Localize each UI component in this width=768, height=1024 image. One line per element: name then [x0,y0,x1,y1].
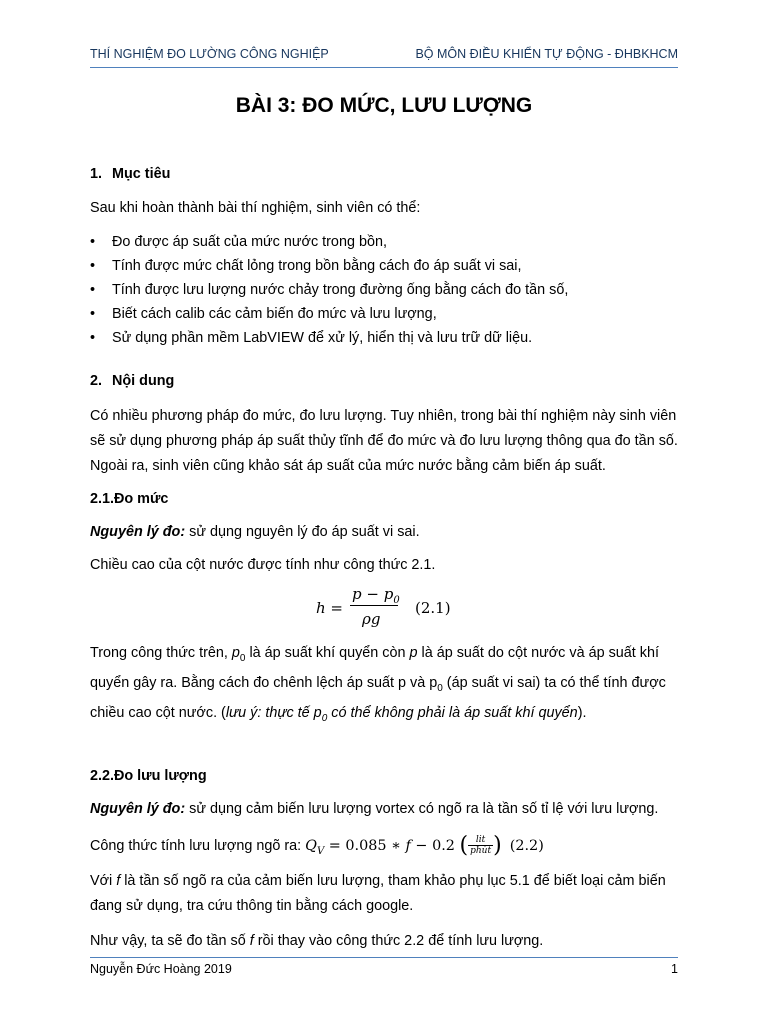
page-number: 1 [671,962,678,976]
section-1-title: Mục tiêu [112,166,171,182]
page-header [90,47,678,67]
section-2-2-paragraph-2 [90,929,682,953]
fraction-denominator: ρg [362,610,381,628]
section-1-number: 1. [90,166,103,182]
symbol-p: p [409,645,418,661]
section-1-intro: Sau khi hoàn thành bài thí nghiệm, sinh viên có thể: [90,200,421,216]
fraction-bar [350,605,398,606]
symbol-f: f [405,837,411,854]
footer-author: Nguyễn Đức Hoàng 2019 [90,962,232,976]
equation-middle: = 0.085 ∗ [324,837,406,854]
principle-text: sử dụng nguyên lý đo áp suất vi sai. [185,524,420,540]
subscript: 0 [321,712,328,724]
text-run: Với [90,872,117,889]
formula-prefix: Công thức tính lưu lượng ngõ ra: [90,837,306,854]
symbol-p: p [231,645,240,661]
principle-label: Nguyên lý đo: [90,800,186,817]
equation-2-1 [90,581,682,631]
section-2-heading [90,369,682,393]
symbol-f: f [249,932,254,949]
header-right: BỘ MÔN ĐIỀU KHIỂN TỰ ĐỘNG - ĐHBKHCM [415,47,678,61]
equation-tail: − 0.2 [410,837,460,854]
document-body [90,160,682,953]
text-run: Như vậy, ta sẽ đo tần số [90,932,250,949]
text-run: ). [577,704,587,721]
footer-rule [90,957,678,958]
paren-close: ) [493,832,502,858]
symbol-f: f [116,872,121,889]
section-2-1-explanation [90,641,682,731]
text-run: (áp suất vi sai) ta có thể tính được chiều cao cột nước. ( [90,674,666,721]
numerator-subscript: 0 [393,595,400,606]
equation-lhs: h = [316,599,343,617]
subscript: V [316,845,325,857]
text-run: là áp suất do cột nước và áp suất khí quyển gây ra. Bằng cách đo chênh lệch áp suất p và p [90,645,659,691]
note-italic: có thể không phải là áp suất khí quyển [327,704,578,721]
objective-item: • Đo được áp suất của mức nước trong bồn, [90,230,682,254]
objective-item: • Sử dụng phần mềm LabVIEW để xử lý, hiển thị và lưu trữ dữ liệu. [90,326,682,350]
principle-label: Nguyên lý đo: [90,524,186,540]
symbol-q: Q [305,837,317,854]
unit-numerator: lit [468,835,493,846]
numerator-text: p − p [352,585,394,603]
subscript: 0 [437,682,443,694]
text-run: rồi thay vào công thức 2.2 để tính lưu lượng. [253,932,544,949]
header-left: THÍ NGHIỆM ĐO LƯỜNG CÔNG NGHIỆP [90,47,329,61]
section-2-2-heading: 2.2.Đo lưu lượng [90,767,207,784]
equation-number: (2.2) [509,837,544,854]
objective-item: • Tính được mức chất lỏng trong bồn bằng cách đo áp suất vi sai, [90,254,682,278]
page-footer [90,962,678,982]
formula-2-2-line [90,831,682,861]
unit-denominator: phút [470,846,492,857]
section-1-heading [90,162,682,186]
objective-item: • Biết cách calib các cảm biến đo mức và lưu lượng, [90,302,682,326]
text-run: là áp suất khí quyển còn [245,645,410,661]
principle-text: sử dụng cảm biến lưu lượng vortex có ngõ ra là tần số tỉ lệ với lưu lượng. [185,800,659,817]
section-2-number: 2. [90,373,103,389]
section-2-1-heading: 2.1.Đo mức [90,491,169,507]
formula-intro: Chiều cao của cột nước được tính như công thức 2.1. [90,557,436,573]
section-2-title: Nội dung [112,373,175,389]
objective-item: • Tính được lưu lượng nước chảy trong đường ống bằng cách đo tần số, [90,278,682,302]
subscript: 0 [239,652,246,664]
equation-number: (2.1) [415,599,451,617]
unit-fraction [468,835,493,856]
note-italic: lưu ý: thực tế p [225,704,322,721]
page-title: BÀI 3: ĐO MỨC, LƯU LƯỢNG [235,94,533,117]
objectives-list [90,230,682,350]
principle-2-2 [90,797,682,821]
paren-open: ( [459,832,469,858]
text-run: Trong công thức trên, [90,645,232,661]
text-run: là tần số ngõ ra của cảm biến lưu lượng, tham khảo phụ lục 5.1 để biết loại cảm biến đang sử dụng, tra cứu thông tin bằng cách google. [90,872,666,914]
header-rule [90,67,678,68]
section-2-2-paragraph-1 [90,869,682,919]
section-2-paragraph: Có nhiều phương pháp đo mức, đo lưu lượng. Tuy nhiên, trong bài thí nghiệm này sinh viên sẽ sử dụng phương pháp áp suất thủy tĩnh để đo mức và đo lưu lượng thông qua đo tần số. Ngoài ra, sinh viên cũng khảo sát áp suất của mức nước bằng cảm biến áp suất. [90,408,678,474]
principle-2-1 [90,520,682,544]
